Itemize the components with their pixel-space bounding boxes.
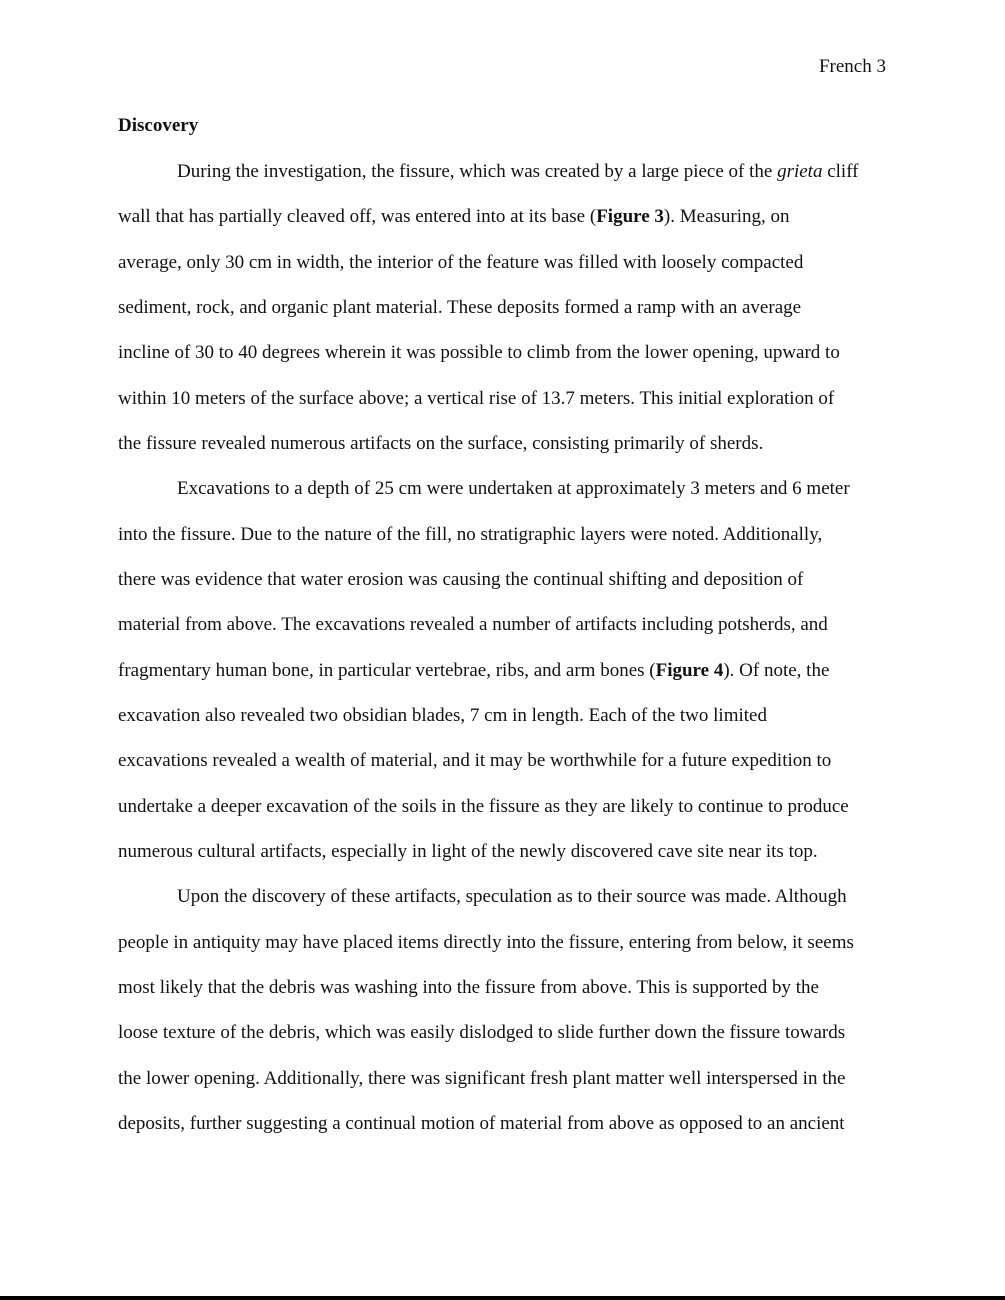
text-line: most likely that the debris was washing into the fissure from above. This is supported by the — [118, 976, 819, 998]
page-bottom-border — [0, 1296, 1005, 1300]
section-heading: Discovery — [118, 115, 199, 136]
text-line: Excavations to a depth of 25 cm were undertaken at approximately 3 meters and 6 meter — [177, 478, 850, 500]
text-line: numerous cultural artifacts, especially in light of the newly discovered cave site near its top. — [118, 840, 818, 862]
text-line: fragmentary human bone, in particular vertebrae, ribs, and arm bones (Figure 4). Of note, the — [118, 659, 830, 681]
text-line: average, only 30 cm in width, the interior of the feature was filled with loosely compacted — [118, 251, 804, 273]
figure-reference: Figure 3 — [596, 206, 664, 228]
text-line: within 10 meters of the surface above; a vertical rise of 13.7 meters. This initial exploration of — [118, 387, 835, 409]
running-head: French 3 — [818, 56, 886, 77]
text-line: people in antiquity may have placed items directly into the fissure, entering from below, it seems — [118, 931, 854, 953]
text-line: the lower opening. Additionally, there was significant fresh plant matter well interspersed in the — [118, 1067, 846, 1089]
text-line: incline of 30 to 40 degrees wherein it was possible to climb from the lower opening, upward to — [118, 342, 840, 364]
text-line: loose texture of the debris, which was easily dislodged to slide further down the fissure towards — [118, 1022, 846, 1044]
text-line: excavations revealed a wealth of material, and it may be worthwhile for a future expedition to — [118, 750, 832, 772]
figure-reference: Figure 4 — [655, 659, 724, 681]
text-line: there was evidence that water erosion was causing the continual shifting and deposition of — [118, 568, 804, 590]
text-line: the fissure revealed numerous artifacts on the surface, consisting primarily of sherds. — [118, 432, 764, 454]
text-line: sediment, rock, and organic plant material. These deposits formed a ramp with an average — [118, 296, 802, 318]
paragraph — [118, 466, 887, 874]
text-line: During the investigation, the fissure, which was created by a large piece of the grieta cliff — [177, 161, 859, 182]
body-text — [118, 149, 887, 1146]
text-line: material from above. The excavations revealed a number of artifacts including potsherds, and — [118, 614, 828, 636]
text-line: Upon the discovery of these artifacts, speculation as to their source was made. Although — [177, 886, 847, 908]
italic-term: grieta — [777, 161, 823, 182]
paragraph — [118, 874, 887, 1146]
text-line: excavation also revealed two obsidian blades, 7 cm in length. Each of the two limited — [118, 704, 767, 726]
text-line: undertake a deeper excavation of the soils in the fissure as they are likely to continue to produce — [118, 795, 849, 817]
paragraph — [118, 149, 887, 466]
text-line: into the fissure. Due to the nature of the fill, no stratigraphic layers were noted. Additionally, — [118, 523, 823, 545]
text-line: deposits, further suggesting a continual motion of material from above as opposed to an ancient — [118, 1112, 845, 1134]
text-line: wall that has partially cleaved off, was entered into at its base (Figure 3). Measuring, on — [118, 206, 790, 228]
